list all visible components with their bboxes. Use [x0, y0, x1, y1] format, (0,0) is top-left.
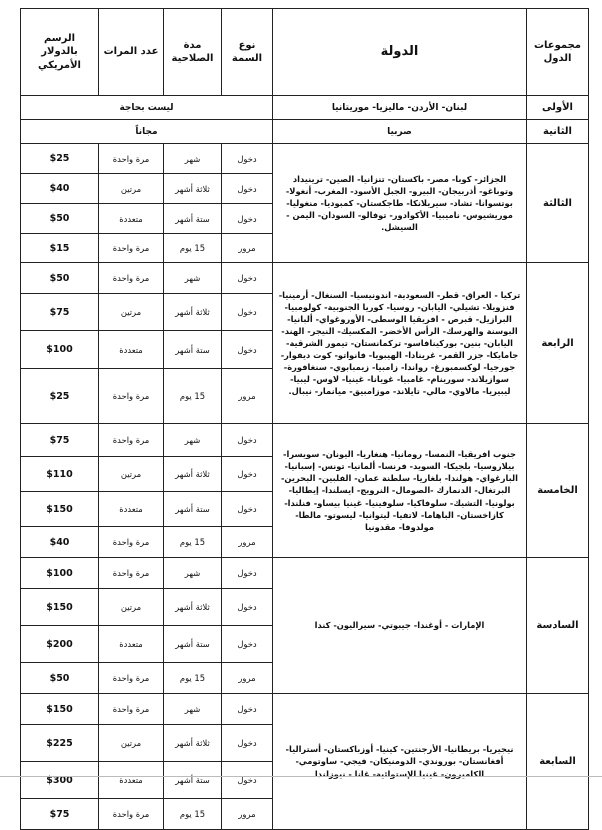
entries-cell: مرة واحدة — [99, 144, 164, 174]
validity-cell: ستة أشهر — [164, 204, 222, 234]
validity-cell: 15 يوم — [164, 799, 222, 830]
visa-type-cell: دخول — [222, 725, 273, 762]
table-body — [21, 9, 589, 830]
fee-cell: $150 — [21, 492, 99, 527]
group-countries: الإمارات - أوغندا- جيبوتي- سيراليون- كندا — [273, 558, 527, 694]
visa-type-cell: دخول — [222, 174, 273, 204]
validity-cell: شهر — [164, 694, 222, 725]
entries-cell: مرة واحدة — [99, 694, 164, 725]
header-validity: مدة الصلاحية — [164, 9, 222, 96]
fee-cell: $150 — [21, 589, 99, 626]
group-row — [21, 120, 589, 144]
group-row — [21, 96, 589, 120]
validity-cell: ستة أشهر — [164, 492, 222, 527]
group-name: الأولى — [527, 96, 589, 120]
fee-cell: $75 — [21, 294, 99, 331]
group-countries: الجزائر- كوبا- مصر- باكستان- تنزانيا- الصين- ترينيداد وتوباغو- أذربيجان- البيرو- الجبل الأسود- المغرب- أنغولا- بوتسوانا- تشاد- سيريلانكا- طاجكستان- كمبوديا- منغوليا- موريشيوس- ناميبيا- الأكوادور- توفالو- السودان- اليمن - السيشل. — [273, 144, 527, 263]
header-fee: الرسم بالدولار الأمريكي — [21, 9, 99, 96]
group-name: السابعة — [527, 694, 589, 830]
visa-type-cell: دخول — [222, 762, 273, 799]
header-country: الدولة — [273, 9, 527, 96]
validity-cell: شهر — [164, 424, 222, 457]
fee-cell: $110 — [21, 457, 99, 492]
entries-cell: مرتين — [99, 457, 164, 492]
entries-cell: مرة واحدة — [99, 424, 164, 457]
group-countries: صربيا — [273, 120, 527, 144]
header-groups: مجموعات الدول — [527, 9, 589, 96]
entries-cell: مرتين — [99, 174, 164, 204]
visa-type-cell: دخول — [222, 694, 273, 725]
header-row — [21, 9, 589, 96]
fee-row — [21, 144, 589, 174]
validity-cell: 15 يوم — [164, 527, 222, 558]
group-name: الرابعة — [527, 263, 589, 424]
validity-cell: ثلاثة أشهر — [164, 457, 222, 492]
fee-cell: $200 — [21, 626, 99, 663]
fee-cell: $75 — [21, 424, 99, 457]
validity-cell: ستة أشهر — [164, 331, 222, 369]
fee-cell: $225 — [21, 725, 99, 762]
visa-type-cell: دخول — [222, 424, 273, 457]
validity-cell: 15 يوم — [164, 369, 222, 424]
entries-cell: مرة واحدة — [99, 663, 164, 694]
visa-type-cell: مرور — [222, 369, 273, 424]
fee-cell: $40 — [21, 174, 99, 204]
fee-cell: $25 — [21, 144, 99, 174]
entries-cell: مرة واحدة — [99, 558, 164, 589]
visa-type-cell: دخول — [222, 492, 273, 527]
page-footer-line — [0, 776, 602, 777]
group-countries: جنوب افريقيا- النمسا- رومانيا- هنغاريا- اليونان- سويسرا- بيلاروسيا- بلجيكا- السويد- فرنسا- ألمانيا- تونس- إسبانيا- البارغواي- هولندا- بلغاريا- سلطنة عمان- الفلبين- البحرين- البرتغال- الدنمارك -الصومال- النرويج- ايسلندا- إيطاليا- بولونيا- التشيك- سلوفاكيا- سلوفينيا- غينيا بيساو- فنلندا- كازاخستان- الباهاما- لاتفيا- ليتوانيا- ليسوتو- مالطا- مولدوفا- مقدونيا — [273, 424, 527, 558]
validity-cell: 15 يوم — [164, 234, 222, 263]
validity-cell: شهر — [164, 558, 222, 589]
visa-type-cell: مرور — [222, 799, 273, 830]
entries-cell: متعددة — [99, 762, 164, 799]
visa-fee-document — [20, 8, 588, 820]
validity-cell: شهر — [164, 263, 222, 294]
visa-type-cell: دخول — [222, 457, 273, 492]
validity-cell: ثلاثة أشهر — [164, 725, 222, 762]
visa-type-cell: دخول — [222, 558, 273, 589]
entries-cell: متعددة — [99, 492, 164, 527]
fee-row — [21, 263, 589, 294]
fee-cell: $75 — [21, 799, 99, 830]
group-countries: نيجيريا- بريطانيا- الأرجنتين- كينيا- أوزباكستان- أستراليا- أفغانستان- بوروندي- الدومنيكان- فيجي- ساوتومي- الكاميرون- غينيا الإستوائية- غانا - نيوزلندا — [273, 694, 527, 830]
visa-type-cell: مرور — [222, 527, 273, 558]
header-visa-type: نوع السمة — [222, 9, 273, 96]
visa-type-cell: دخول — [222, 294, 273, 331]
visa-type-cell: مرور — [222, 663, 273, 694]
fee-cell: $50 — [21, 663, 99, 694]
entries-cell: مرة واحدة — [99, 263, 164, 294]
validity-cell: ستة أشهر — [164, 762, 222, 799]
entries-cell: مرتين — [99, 589, 164, 626]
entries-cell: مرتين — [99, 725, 164, 762]
visa-type-cell: دخول — [222, 331, 273, 369]
fee-cell: $100 — [21, 331, 99, 369]
entries-cell: متعددة — [99, 331, 164, 369]
fee-cell: $300 — [21, 762, 99, 799]
entries-cell: مرة واحدة — [99, 234, 164, 263]
fee-row — [21, 558, 589, 589]
entries-cell: مرة واحدة — [99, 527, 164, 558]
entries-cell: مرة واحدة — [99, 799, 164, 830]
validity-cell: ثلاثة أشهر — [164, 589, 222, 626]
fee-cell: $100 — [21, 558, 99, 589]
visa-fee-table — [20, 8, 589, 830]
visa-type-cell: مرور — [222, 234, 273, 263]
visa-type-cell: دخول — [222, 144, 273, 174]
group-name: الثالثة — [527, 144, 589, 263]
fee-cell: $150 — [21, 694, 99, 725]
fee-cell: $50 — [21, 204, 99, 234]
visa-type-cell: دخول — [222, 589, 273, 626]
fee-cell: $15 — [21, 234, 99, 263]
fee-row — [21, 694, 589, 725]
fee-cell: $40 — [21, 527, 99, 558]
group-note: مجاناً — [21, 120, 273, 144]
entries-cell: مرة واحدة — [99, 369, 164, 424]
fee-cell: $25 — [21, 369, 99, 424]
validity-cell: شهر — [164, 144, 222, 174]
visa-type-cell: دخول — [222, 263, 273, 294]
validity-cell: ستة أشهر — [164, 626, 222, 663]
header-entries: عدد المرات — [99, 9, 164, 96]
group-countries: تركيا - العراق- قطر- السعودية- اندونيسيا- السنغال- أرمينيا- فنزويلا- تشيلي- اليابان- روسيا- كوريا الجنوبية- كولومبيا- البرازيل- قبرص - افريقيا الوسطى- الأوروغواي- ألبانيا- البوسنة والهرسك- الرأس الأخضر- المكسيك- النيجر- الهند- اليابان- بنين- بوركينافاسو- تركمانستان- تيمور الشرقية- جامايكا- جزر القمر- غرينادا- الهيبويا- فانواتو- كوت ديفوار- جورجيا- لوكسمبورغ- رواندا- زامبيا- زيمبابوي- سنغافورة- سوازيلاند- سورينام- غامبيا- غويانا- غينيا- لاوس- ليبيا- ليبيريا- مالاوي- مالي- تايلاند- موزامبيق- ميانمار- نيبال. — [273, 263, 527, 424]
entries-cell: متعددة — [99, 204, 164, 234]
group-countries: لبنان- الأردن- ماليزيا- موريتانيا — [273, 96, 527, 120]
fee-cell: $50 — [21, 263, 99, 294]
visa-type-cell: دخول — [222, 626, 273, 663]
entries-cell: متعددة — [99, 626, 164, 663]
entries-cell: مرتين — [99, 294, 164, 331]
validity-cell: 15 يوم — [164, 663, 222, 694]
visa-type-cell: دخول — [222, 204, 273, 234]
validity-cell: ثلاثة أشهر — [164, 174, 222, 204]
group-name: الخامسة — [527, 424, 589, 558]
validity-cell: ثلاثة أشهر — [164, 294, 222, 331]
group-name: السادسة — [527, 558, 589, 694]
group-name: الثانية — [527, 120, 589, 144]
group-note: ليست بحاجة — [21, 96, 273, 120]
fee-row — [21, 424, 589, 457]
